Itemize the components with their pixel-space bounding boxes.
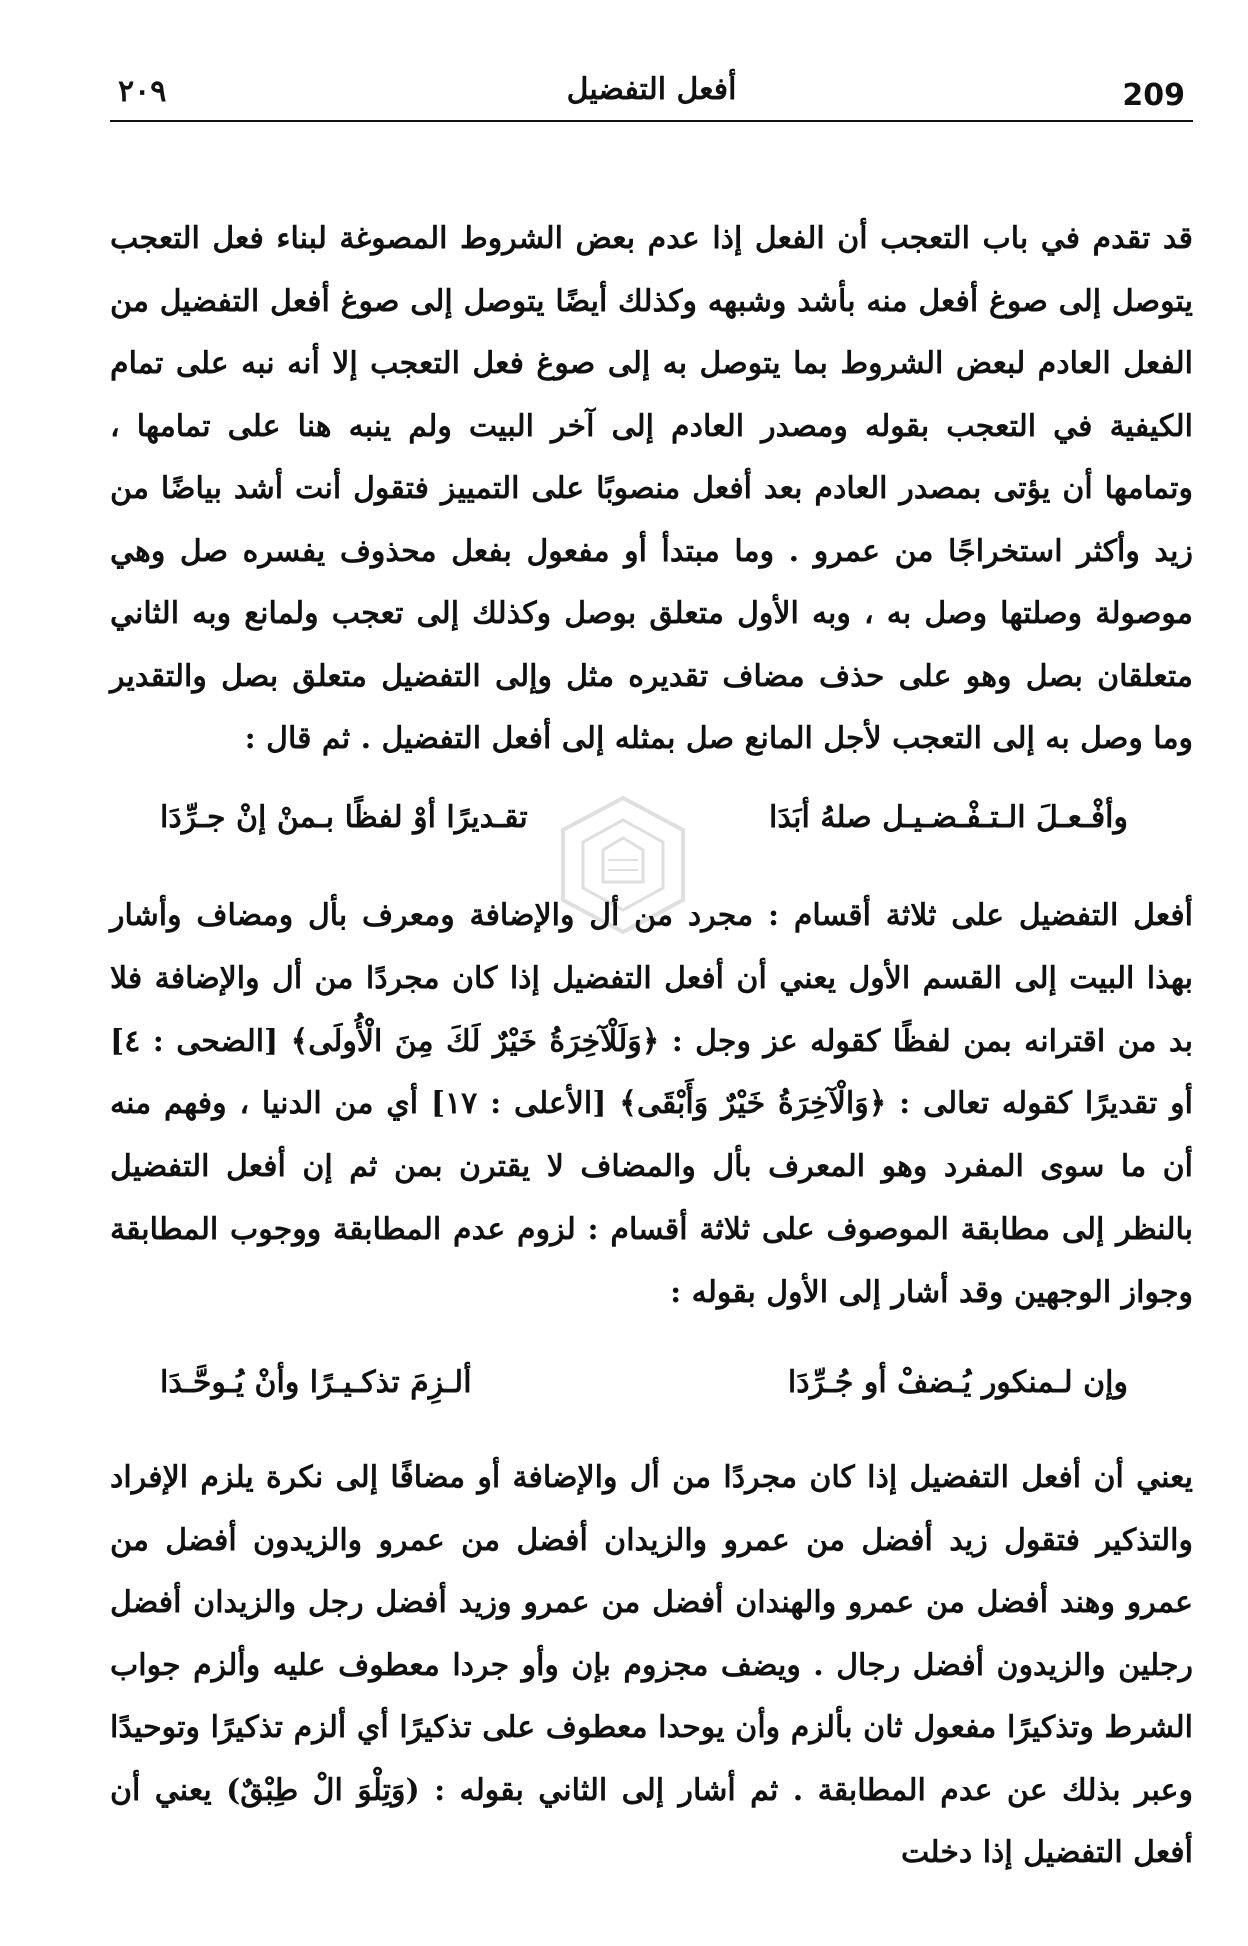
page-number-arabic: ٢٠٩: [118, 74, 167, 109]
paragraph-2: أفعل التفضيل على ثلاثة أقسام : مجرد من أل والإضافة ومعرف بأل ومضاف وأشار بهذا البيت إلى القسم الأول يعني أن أفعل التفضيل إذا كان مجردًا من أل والإضافة فلا بد من اقترانه بمن لفظًا كقوله عز وجل : ﴿وَلَلْآخِرَةُ خَيْرٌ لَكَ مِنَ الْأُولَى﴾ [الضحى : ٤] أو تقديرًا كقوله تعالى : ﴿وَالْآخِرَةُ خَيْرٌ وَأَبْقَى﴾ [الأعلى : ١٧] أي من الدنيا ، وفهم منه أن ما سوى المفرد وهو المعرف بأل والمضاف لا يقترن بمن ثم إن أفعل التفضيل بالنظر إلى مطابقة الموصوف على ثلاثة أقسام : لزوم عدم المطابقة ووجوب المطابقة وجواز الوجهين وقد أشار إلى الأول بقوله :: [110, 898, 1193, 1310]
page-header: [110, 68, 1193, 122]
verse-1-first-hemistich: وأفْـعـلَ الـتـفْـضـيـل صلهُ أبَدَا: [769, 800, 1128, 835]
verse-1-second-hemistich: تقـديرًا أوْ لفظًا بـمنْ إنْ جـرِّدَا: [160, 800, 528, 835]
paragraph-1: قد تقدم في باب التعجب أن الفعل إذا عدم بعض الشروط المصوغة لبناء فعل التعجب يتوصل إلى صوغ أفعل منه بأشد وشبهه وكذلك أيضًا يتوصل إلى صوغ أفعل التفضيل من الفعل العادم لبعض الشروط بما يتوصل به إلى صوغ فعل التعجب إلا أنه نبه على تمام الكيفية في التعجب بقوله ومصدر العادم إلى آخر البيت ولم ينبه هنا على تمامها ، وتمامها أن يؤتى بمصدر العادم بعد أفعل منصوبًا على التمييز فتقول أنت أشد بياضًا من زيد وأكثر استخراجًا من عمرو . وما مبتدأ أو مفعول بفعل محذوف يفسره صل وهي موصولة وصلتها وصل به ، وبه الأول متعلق بوصل وكذلك إلى تعجب ولمانع وبه الثاني متعلقان بصل وهو على حذف مضاف تقديره مثل وإلى التفضيل متعلق بصل والتقدير وما وصل به إلى التعجب لأجل المانع صل بمثله إلى أفعل التفضيل . ثم قال :: [110, 221, 1193, 756]
paragraph-3: يعني أن أفعل التفضيل إذا كان مجردًا من أل والإضافة أو مضافًا إلى نكرة يلزم الإفراد والتذكير فتقول زيد أفضل من عمرو والزيدان أفضل من عمرو والزيدون أفضل من عمرو وهند أفضل من عمرو والهندان أفضل من عمرو وزيد أفضل رجل والزيدان أفضل رجلين والزيدون أفضل رجال . ويضف مجزوم بإن وأو جردا معطوف عليه وألزم جواب الشرط وتذكيرًا مفعول ثان بألزم وأن يوحدا معطوف على تذكيرًا أي ألزم تذكيرًا وتوحيدًا وعبر بذلك عن عدم المطابقة . ثم أشار إلى الثاني بقوله : (وَتِلْوَ الْ طِبْقٌ) يعني أن أفعل التفضيل إذا دخلت: [110, 1460, 1193, 1870]
verse-2-second-hemistich: ألـزِمَ تذكـيـرًا وأنْ يُـوحَّـدَا: [160, 1365, 472, 1400]
page-number: 209: [1122, 78, 1185, 113]
running-title: أفعل التفضيل: [566, 72, 737, 107]
verse-2-first-hemistich: وإن لـمنكور يُـضفْ أو جُـرِّدَا: [787, 1365, 1128, 1400]
verse-2: [160, 1365, 1128, 1400]
